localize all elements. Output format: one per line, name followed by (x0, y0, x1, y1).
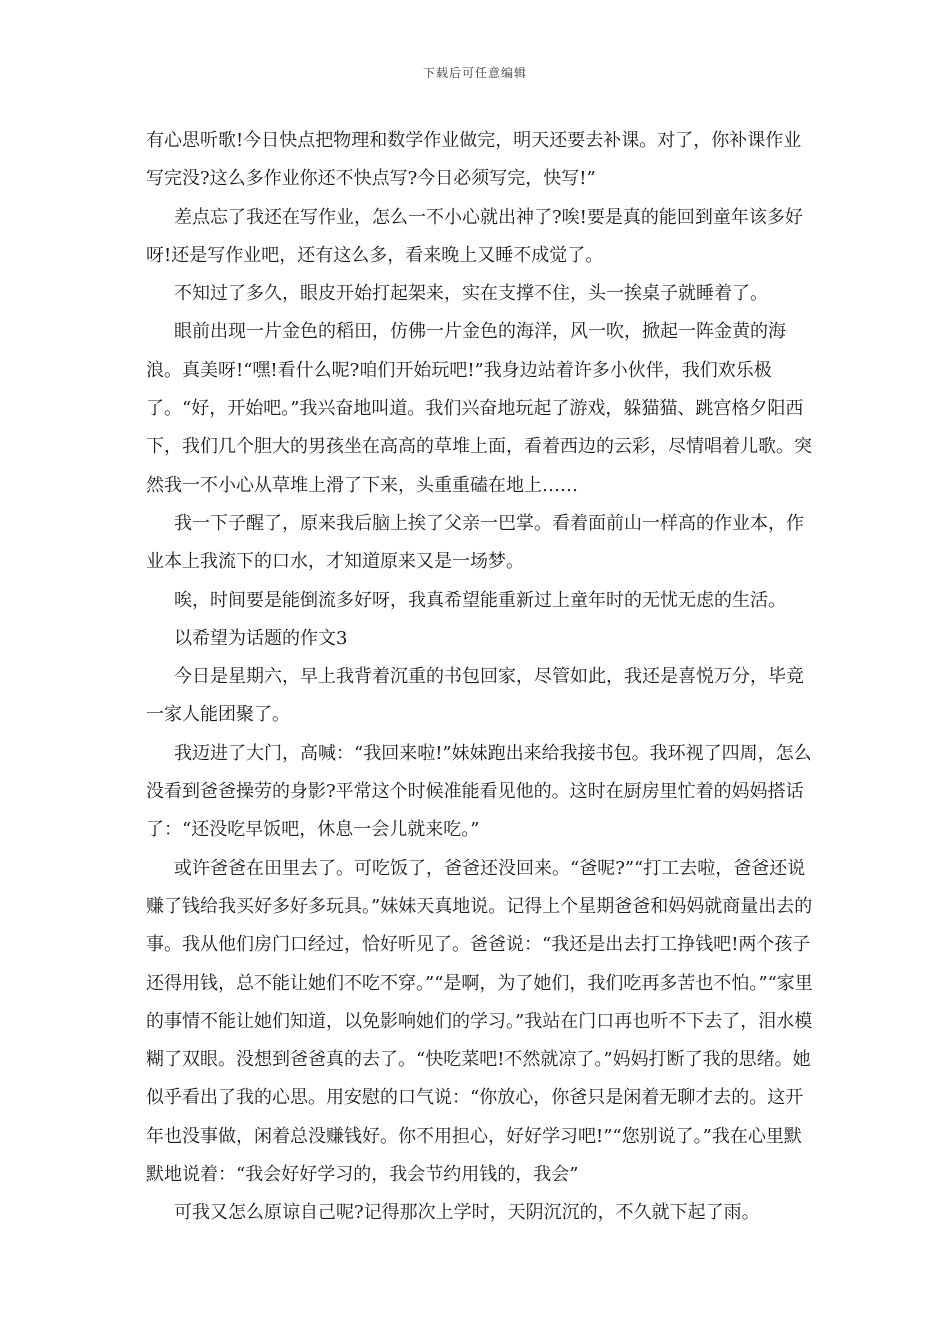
page-header: 下载后可任意编辑 (422, 66, 527, 80)
paragraph-4: 眼前出现一片金色的稻田，仿佛一片金色的海洋，风一吹，掀起一阵金黄的海浪。真美呀!“嘿!看什么呢?咱们开始玩吧!”我身边站着许多小伙伴，我们欢乐极了。“好，开始吧。”我兴奋地叫道。我们兴奋地玩起了游戏，躲猫猫、跳宫格夕阳西下，我们几个胆大的男孩坐在高高的草堆上面，看着西边的云彩，尽情唱着儿歌。突然我一不小心从草堆上滑了下来，头重重磕在地上…… (146, 321, 812, 496)
paragraph-5: 我一下子醒了，原来我后脑上挨了父亲一巴掌。看着面前山一样高的作业本，作业本上我流下的口水，才知道原来又是一场梦。 (146, 512, 804, 573)
paragraph-8: 我迈进了大门，高喊：“我回来啦!”妹妹跑出来给我接书包。我环视了四周，怎么没看到爸爸操劳的身影?平常这个时候准能看见他的。这时在厨房里忙着的妈妈搭话了：“还没吃早饭吧，休息一会儿就来吃。” (146, 742, 812, 841)
paragraph-10: 可我又怎么原谅自己呢?记得那次上学时，天阴沉沉的，不久就下起了雨。 (174, 1202, 760, 1224)
paragraph-1: 有心思听歌!今日快点把物理和数学作业做完，明天还要去补课。对了，你补课作业写完没?这么多作业你还不快点写?今日必须写完，快写!” (146, 130, 802, 190)
paragraph-7: 今日是星期六，早上我背着沉重的书包回家，尽管如此，我还是喜悦万分，毕竟一家人能团聚了。 (146, 666, 804, 726)
paragraph-2: 差点忘了我还在写作业，怎么一不小心就出神了?唉!要是真的能回到童年该多好呀!还是写作业吧，还有这么多，看来晚上又睡不成觉了。 (146, 206, 803, 266)
document-body (146, 122, 816, 1233)
paragraph-6: 唉，时间要是能倒流多好呀，我真希望能重新过上童年时的无忧无虑的生活。 (174, 589, 786, 611)
paragraph-3: 不知过了多久，眼皮开始打起架来，实在支撑不住，头一挨桌子就睡着了。 (174, 283, 768, 305)
paragraph-9: 或许爸爸在田里去了。可吃饭了，爸爸还没回来。“爸呢?”“打工去啦，爸爸还说赚了钱给我买好多好多玩具。”妹妹天真地说。记得上个星期爸爸和妈妈就商量出去的事。我从他们房门口经过，恰好听见了。爸爸说：“我还是出去打工挣钱吧!两个孩子还得用钱，总不能让她们不吃不穿。”“是啊，为了她们，我们吃再多苦也不怕。”“家里的事情不能让她们知道，以免影响她们的学习。”我站在门口再也听不下去了，泪水模糊了双眼。没想到爸爸真的去了。“快吃菜吧!不然就凉了。”妈妈打断了我的思绪。她似乎看出了我的心思。用安慰的口气说：“你放心，你爸只是闲着无聊才去的。这开年也没事做，闲着总没赚钱好。你不用担心，好好学习吧!”“您别说了。”我在心里默默地说着：“我会好好学习的，我会节约用钱的，我会” (146, 857, 813, 1186)
essay-title: 以希望为话题的作文3 (174, 627, 348, 649)
